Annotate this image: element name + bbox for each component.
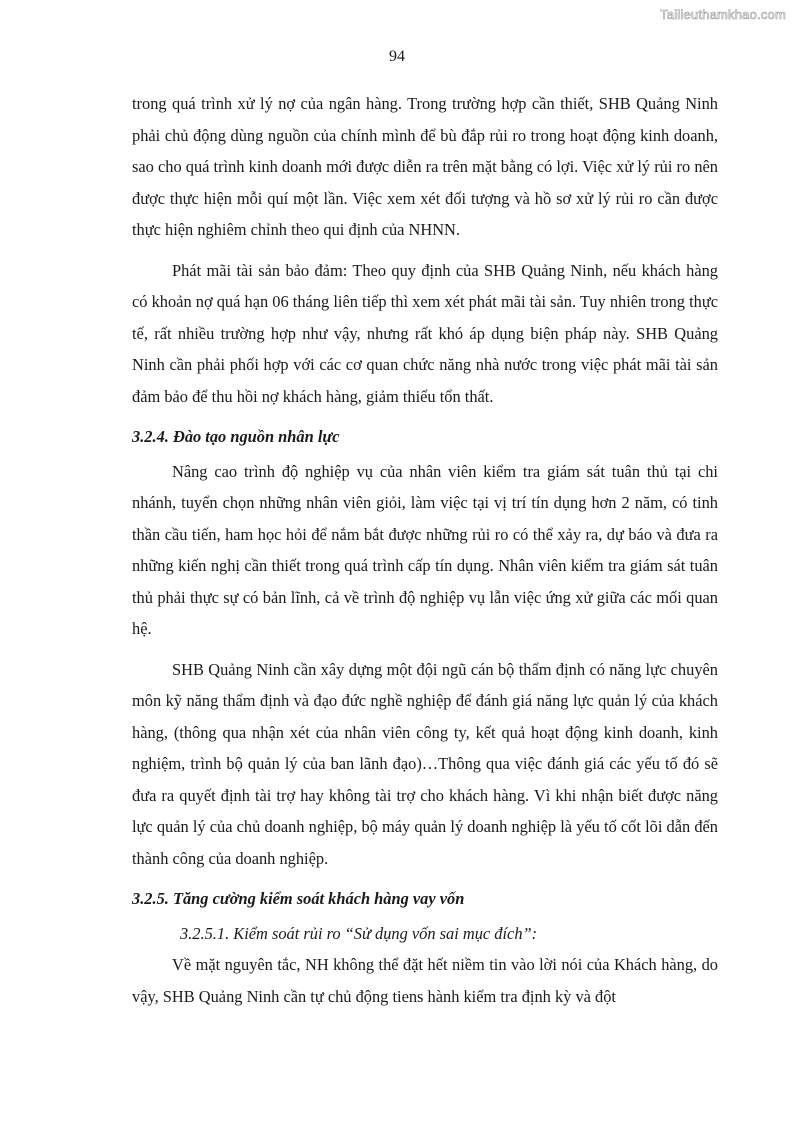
paragraph: Về mặt nguyên tắc, NH không thể đặt hết niềm tin vào lời nói của Khách hàng, do vậy, SHB Quảng Ninh cần tự chủ động tiens hành kiểm tra định kỳ và đột — [132, 955, 718, 1006]
page-number: 94 — [389, 48, 405, 65]
section-heading-3-2-5: 3.2.5. Tăng cường kiểm soát khách hàng vay vốn — [132, 889, 465, 908]
paragraph: Phát mãi tài sản bảo đảm: Theo quy định của SHB Quảng Ninh, nếu khách hàng có khoản nợ quá hạn 06 tháng liên tiếp thì xem xét phát mãi tài sản. Tuy nhiên trong thực tế, rất nhiều trường hợp như vậy, nhưng rất khó áp dụng biện pháp này. SHB Quảng Ninh cần phải phối hợp với các cơ quan chức năng nhà nước trong việc phát mãi tài sản đảm bảo để thu hồi nợ khách hàng, giảm thiểu tổn thất. — [132, 260, 718, 406]
section-heading-3-2-4: 3.2.4. Đào tạo nguồn nhân lực — [132, 427, 340, 446]
watermark-text: Tailieuthamkhao.com — [660, 7, 786, 22]
paragraph: SHB Quảng Ninh cần xây dựng một đội ngũ cán bộ thẩm định có năng lực chuyên môn kỹ năng thẩm định và đạo đức nghề nghiệp để đánh giá năng lực quản lý của khách hàng, (thông qua nhận xét của nhân viên công ty, kết quả hoạt động kinh doanh, kinh nghiệm, trình bộ quản lý của ban lãnh đạo)…Thông qua việc đánh giá các yếu tố đó sẽ đưa ra quyết định tài trợ hay không tài trợ cho khách hàng. Vì khi nhận biết được năng lực quản lý của chủ doanh nghiệp, bộ máy quản lý doanh nghiệp là yếu tố cốt lõi dẫn đến thành công của doanh nghiệp. — [132, 659, 718, 868]
document-body — [132, 88, 718, 1012]
paragraph: trong quá trình xử lý nợ của ngân hàng. Trong trường hợp cần thiết, SHB Quảng Ninh phải chủ động dùng nguồn của chính mình để bù đắp rủi ro trong hoạt động kinh doanh, sao cho quá trình kinh doanh mới được diễn ra trên mặt bằng có lợi. Việc xử lý rủi ro nên được thực hiện mỗi quí một lần. Việc xem xét đối tượng và hồ sơ xử lý rủi ro cần được thực hiện nghiêm chỉnh theo qui định của NHNN. — [132, 94, 718, 239]
paragraph: Nâng cao trình độ nghiệp vụ của nhân viên kiểm tra giám sát tuân thủ tại chi nhánh, tuyển chọn những nhân viên giỏi, làm việc tại vị trí tín dụng hơn 2 năm, có tinh thần cầu tiến, ham học hỏi để nắm bắt được những rủi ro có thể xảy ra, dự báo và đưa ra những kiến nghị cần thiết trong quá trình cấp tín dụng. Nhân viên kiểm tra giám sát tuân thủ phải thực sự có bản lĩnh, cả về trình độ nghiệp vụ lẫn việc ứng xử giữa các mối quan hệ. — [132, 461, 718, 638]
subsection-heading-3-2-5-1: 3.2.5.1. Kiểm soát rủi ro “Sử dụng vốn sai mục đích”: — [180, 923, 538, 943]
